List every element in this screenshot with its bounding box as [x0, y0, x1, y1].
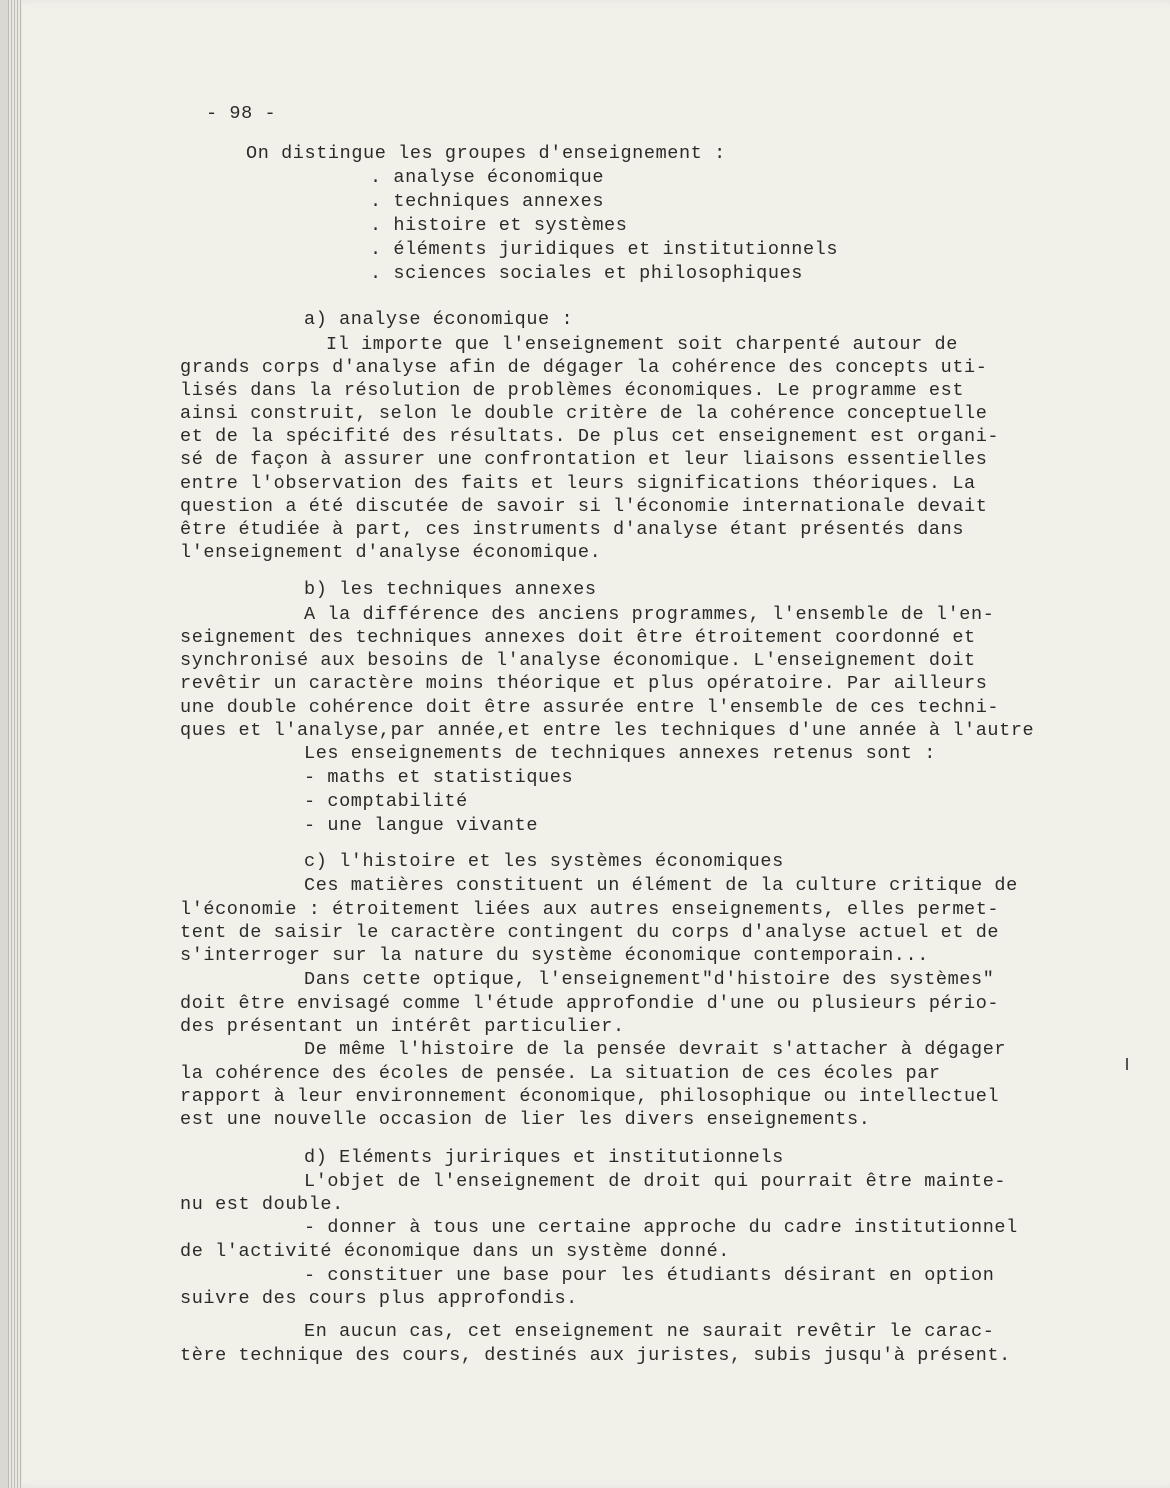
- text-line: ainsi construit, selon le double critère de la cohérence conceptuelle: [180, 403, 988, 424]
- text-line: - maths et statistiques: [304, 767, 574, 788]
- text-line: sé de façon à assurer une confrontation et leur liaisons essentielles: [180, 449, 988, 470]
- text-line: a) analyse économique :: [304, 309, 574, 330]
- text-line: synchronisé aux besoins de l'analyse économique. L'enseignement doit: [180, 650, 976, 671]
- text-line: une double cohérence doit être assurée entre l'ensemble de ces techni-: [180, 697, 1000, 718]
- text-line: . histoire et systèmes: [370, 215, 628, 236]
- text-line: entre l'observation des faits et leurs significations théoriques. La: [180, 473, 976, 494]
- text-line: de l'activité économique dans un système donné.: [180, 1241, 730, 1262]
- text-line: . éléments juridiques et institutionnels: [370, 239, 839, 260]
- text-line: être étudiée à part, ces instruments d'analyse étant présentés dans: [180, 519, 965, 540]
- text-line: ques et l'analyse,par année,et entre les techniques d'une année à l'autre: [180, 720, 1035, 741]
- text-line: - constituer une base pour les étudiants désirant en option: [304, 1265, 995, 1286]
- text-line: l'économie : étroitement liées aux autres enseignements, elles permet-: [180, 899, 1000, 920]
- text-line: . analyse économique: [370, 167, 605, 188]
- text-line: Il importe que l'enseignement soit charpenté autour de: [326, 334, 958, 355]
- text-line: d) Eléments juririques et institutionnels: [304, 1147, 784, 1168]
- text-line: et de la spécifité des résultats. De plus cet enseignement est organi-: [180, 426, 1000, 447]
- text-line: Dans cette optique, l'enseignement"d'histoire des systèmes": [304, 969, 995, 990]
- text-line: est une nouvelle occasion de lier les divers enseignements.: [180, 1109, 871, 1130]
- text-line: tère technique des cours, destinés aux juristes, subis jusqu'à présent.: [180, 1345, 1011, 1366]
- text-line: . techniques annexes: [370, 191, 605, 212]
- text-line: De même l'histoire de la pensée devrait s'attacher à dégager: [304, 1039, 1007, 1060]
- text-line: question a été discutée de savoir si l'économie internationale devait: [180, 496, 988, 517]
- text-line: En aucun cas, cet enseignement ne saurait revêtir le carac-: [304, 1321, 995, 1342]
- text-line: rapport à leur environnement économique, philosophique ou intellectuel: [180, 1086, 1000, 1107]
- text-line: lisés dans la résolution de problèmes économiques. Le programme est: [180, 380, 965, 401]
- text-line: seignement des techniques annexes doit être étroitement coordonné et: [180, 627, 976, 648]
- text-line: la cohérence des écoles de pensée. La situation de ces écoles par: [180, 1063, 941, 1084]
- text-line: tent de saisir le caractère contingent du corps d'analyse actuel et de: [180, 922, 1000, 943]
- document-page: [8, 0, 1170, 1488]
- page-number: - 98 -: [206, 103, 277, 124]
- margin-mark: [1126, 1058, 1128, 1070]
- text-line: des présentant un intérêt particulier.: [180, 1016, 625, 1037]
- page-edge-stack: [8, 0, 22, 1488]
- text-line: c) l'histoire et les systèmes économiques: [304, 851, 784, 872]
- text-line: l'enseignement d'analyse économique.: [180, 542, 602, 563]
- text-line: Ces matières constituent un élément de la culture critique de: [304, 875, 1018, 896]
- text-line: A la différence des anciens programmes, l'ensemble de l'en-: [304, 604, 995, 625]
- text-line: nu est double.: [180, 1194, 344, 1215]
- text-line: - comptabilité: [304, 791, 468, 812]
- text-line: - une langue vivante: [304, 815, 539, 836]
- text-line: Les enseignements de techniques annexes retenus sont :: [304, 743, 936, 764]
- text-line: - donner à tous une certaine approche du cadre institutionnel: [304, 1217, 1018, 1238]
- text-line: grands corps d'analyse afin de dégager la cohérence des concepts uti-: [180, 357, 988, 378]
- text-line: . sciences sociales et philosophiques: [370, 263, 803, 284]
- text-line: On distingue les groupes d'enseignement :: [246, 143, 726, 164]
- text-line: doit être envisagé comme l'étude approfondie d'une ou plusieurs pério-: [180, 993, 1000, 1014]
- text-line: suivre des cours plus approfondis.: [180, 1288, 578, 1309]
- text-line: s'interroger sur la nature du système économique contemporain...: [180, 945, 929, 966]
- text-line: L'objet de l'enseignement de droit qui pourrait être mainte-: [304, 1171, 1007, 1192]
- text-line: revêtir un caractère moins théorique et plus opératoire. Par ailleurs: [180, 673, 988, 694]
- text-line: b) les techniques annexes: [304, 579, 597, 600]
